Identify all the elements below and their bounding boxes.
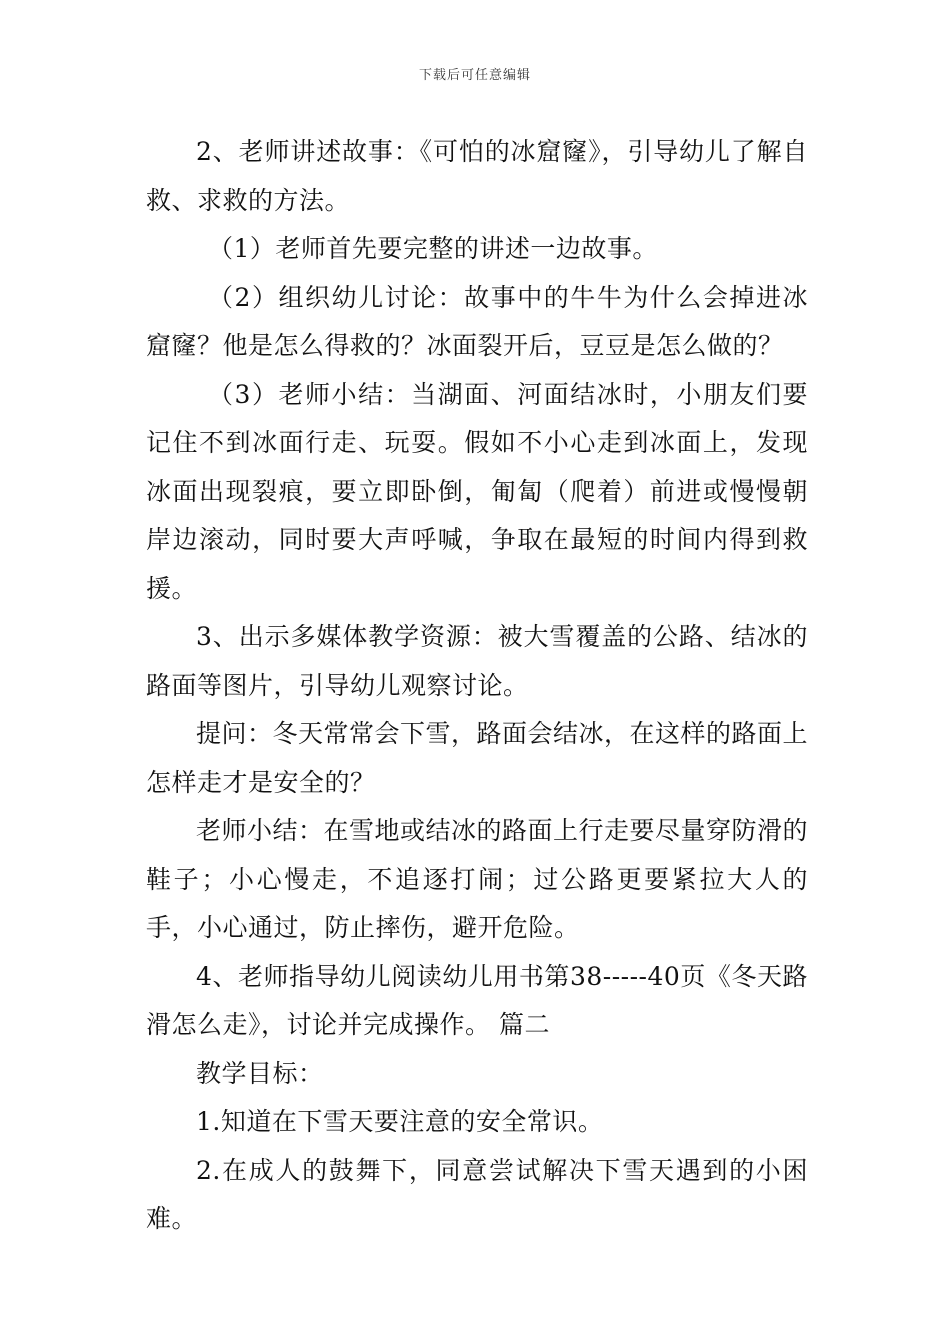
paragraph-step-2-2: （2）组织幼儿讨论：故事中的牛牛为什么会掉进冰窟窿？他是怎么得救的？冰面裂开后，豆豆是怎么做的？ (146, 282, 808, 360)
paragraph-question: 提问：冬天常常会下雪，路面会结冰，在这样的路面上怎样走才是安全的？ (146, 719, 809, 797)
paragraph-goal-2: 2.在成人的鼓舞下，同意尝试解决下雪天遇到的小困难。 (146, 1155, 808, 1233)
paragraph-step-2: 2、老师讲述故事：《可怕的冰窟窿》，引导幼儿了解自救、求救的方法。 (146, 137, 808, 215)
page-header-note: 下载后可任意编辑 (418, 68, 531, 83)
paragraph-step-4: 4、老师指导幼儿阅读幼儿用书第38-----40页《冬天路滑怎么走》，讨论并完成操作。 篇二 (146, 961, 808, 1039)
paragraph-step-3: 3、出示多媒体教学资源：被大雪覆盖的公路、结冰的路面等图片，引导幼儿观察讨论。 (146, 622, 808, 700)
paragraph-goal-1: 1.知道在下雪天要注意的安全常识。 (196, 1107, 604, 1136)
paragraph-step-2-3: （3）老师小结：当湖面、河面结冰时，小朋友们要记住不到冰面行走、玩耍。假如不小心走到冰面上，发现冰面出现裂痕，要立即卧倒，匍匐（爬着）前进或慢慢朝岸边滚动，同时要大声呼喊，争取在最短的时间内得到救援。 (146, 379, 808, 603)
document-body (146, 128, 808, 1244)
paragraph-teaching-goals-heading: 教学目标： (196, 1058, 324, 1088)
paragraph-step-2-1: （1）老师首先要完整的讲述一边故事。 (208, 234, 658, 263)
paragraph-teacher-summary: 老师小结：在雪地或结冰的路面上行走要尽量穿防滑的鞋子；小心慢走，不追逐打闹；过公路更要紧拉大人的手，小心通过，防止摔伤，避开危险。 (146, 816, 809, 942)
